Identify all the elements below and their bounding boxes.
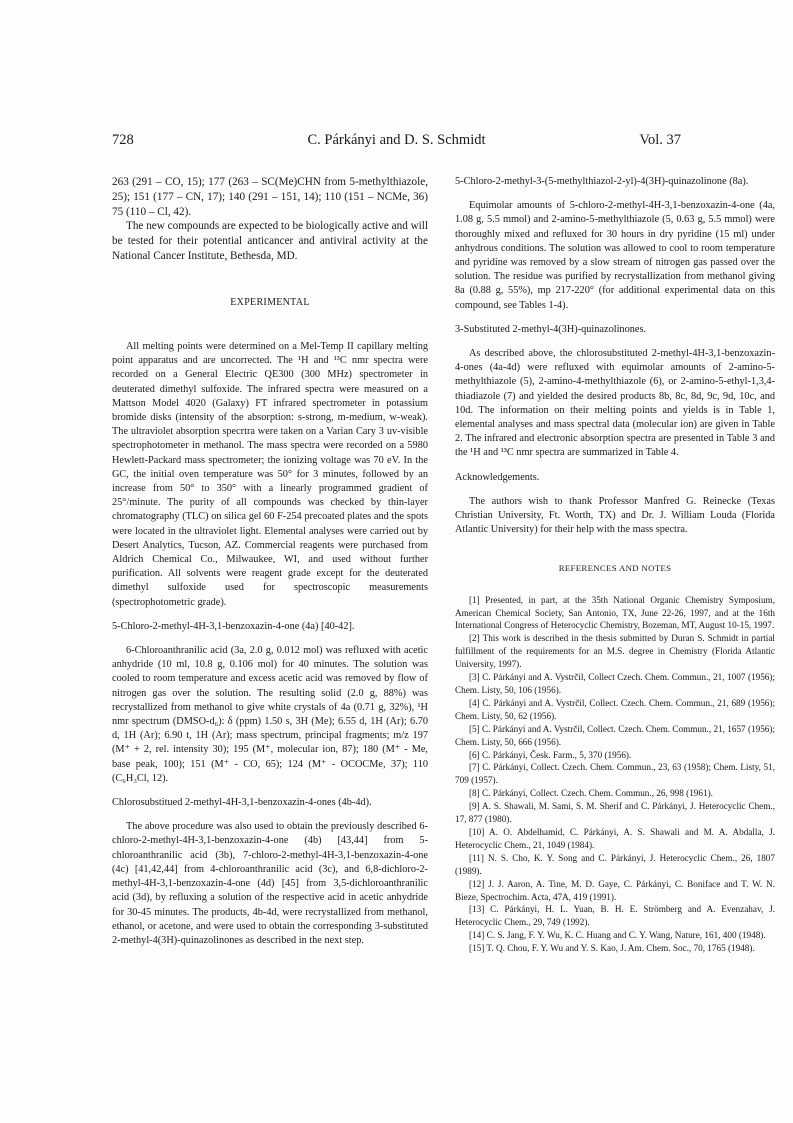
reference-item: [5] C. Párkányi and A. Vystrčil, Collect. Czech. Chem. Commun., 21, 1657 (1956); Chem. Listy, 50, 666 (1956). [455, 723, 775, 747]
reference-item: [15] T. Q. Chou, F. Y. Wu and Y. S. Kao, J. Am. Chem. Soc., 70, 1765 (1948). [469, 943, 755, 954]
reference-item: [3] C. Párkányi and A. Vystrčil, Collect Czech. Chem. Commun., 21, 1007 (1956); Chem. Listy, 50, 106 (1956). [455, 672, 775, 696]
paragraph-3-substituted: As described above, the chlorosubstituted 2-methyl-4H-3,1-benzoxazin-4-ones (4a-4d) were refluxed with equimolar amounts of 2-amino-5-methylthiazole (5), 2-amino-4-methylthiazole (6), or 2-amino-5-ethyl-1,3,4-thiadiazole (7) and yielded the desired products 8b, 8c, 8d, 9c, 9d, 10c, and 10d. The information on their melting points and yields is in Table 1, elemental analyses and mass spectral data (molecular ion) are given in Table 2. The infrared and electronic absorption spectra are presented in Table 3 and the ¹H and ¹³C nmr spectra are summarized in Table 4. [455, 348, 775, 459]
reference-item: [7] C. Párkányi, Collect. Czech. Chem. Commun., 23, 63 (1958); Chem. Listy, 51, 709 (1957). [455, 762, 775, 786]
subheading-4b-4d: Chlorosubstitued 2-methyl-4H-3,1-benzoxazin-4-ones (4b-4d). [112, 797, 372, 809]
reference-item: [12] J. J. Aaron, A. Tine, M. D. Gaye, C. Párkányi, C. Boniface and T. W. N. Bieze, Spectrochim. Acta, 47A, 419 (1991). [455, 878, 775, 902]
reference-list [455, 594, 775, 955]
experimental-heading: EXPERIMENTAL [230, 296, 310, 308]
subheading-8a: 5-Chloro-2-methyl-3-(5-methylthiazol-2-yl)-4(3H)-quinazolinone (8a). [455, 176, 749, 187]
left-column [112, 175, 428, 948]
reference-item: [2] This work is described in the thesis submitted by Duran S. Schmidt in partial fulfillment of the requirements for an M.S. degree in Chemistry (Florida Atlantic University, 1997). [455, 633, 775, 670]
reference-item: [8] C. Párkányi, Collect. Czech. Chem. Commun., 26, 998 (1961). [469, 788, 713, 799]
paragraph-general-methods: All melting points were determined on a Mel-Temp II capillary melting point apparatus and are uncorrected. The ¹H and ¹³C nmr spectra were recorded on a General Electric QE300 (300 MHz) spectrometer in deuterated dimethyl sulfoxide. The infrared spectra were measured on a Mattson Model 4020 (Galaxy) FT infrared spectrometer in potassium bromide disks (intensity of the absorption: s-strong, m-medium, w-weak). The ultraviolet absorption specrtra were taken on a Varian Cary 3 uv-visible spectrophotometer in methanol. The mass spectra were recorded on a 5980 Hewlett-Packard mass spectrometer; the ionizing voltage was 70 eV. In the GC, the initial oven temperature was 50° for 3 minutes, followed by an increase from 50° to 350° with a linearly programmed gradient of 25°/minute. The purity of all compounds was checked by thin-layer chromatography (TLC) on silica gel 60 F-254 precoated plates and the spots were located in the ultraviolet light. Elemental analyses were carried out by Desert Analytics, Tucson, AZ. Commercial reagents were purchased from Aldrich Chemical Co., Milwaukee, WI, and used without further purification. All solvents were reagent grade except for the deuterated dimethyl sulfoxide used for spectroscopic measurements (spectrophotometric grade). [112, 340, 428, 608]
reference-item: [13] C. Párkányi, H. L. Yuan, B. H. E. Strömberg and A. Evenzahav, J. Heterocyclic Chem., 29, 749 (1992). [455, 904, 775, 928]
reference-item: [10] A. O. Abdelhamid, C. Párkányi, A. S. Shawali and M. A. Abdalla, J. Heterocyclic Chem., 21, 1049 (1984). [455, 826, 775, 850]
running-authors: C. Párkányi and D. S. Schmidt [307, 132, 486, 148]
reference-item: [11] N. S. Cho, K. Y. Song and C. Párkányi, J. Heterocyclic Chem., 26, 1807 (1989). [455, 852, 775, 876]
paragraph-8a: Equimolar amounts of 5-chloro-2-methyl-4H-3,1-benzoxazin-4-one (4a, 1.08 g, 5.5 mmol) and 2-amino-5-methylthiazole (5, 0.63 g, 5.5 mmol) were thoroughly mixed and refluxed for 30 hours in dry pyridine (15 ml) under anhydrous conditions. The solution was allowed to cool to room temperature and pyridine was removed by a slow stream of nitrogen gas passed over the solution. The residue was purified by recrystallization from methanol giving 8a (0.88 g, 55%), mp 217-220° (for additional experimental data on this compound, see Tables 1-4). [455, 200, 775, 311]
paragraph-4b-4d: The above procedure was also used to obtain the previously described 6-chloro-2-methyl-4H-3,1-benzoxazin-4-one (4b) [43,44] from 5-chloroanthranilic acid (3b), 7-chloro-2-methyl-4H-3,1-benzoxazin-4-one (4c) [41,42,44] from 4-chloroanthranilic acid (3c), and 6,8-dichloro-2-methyl-4H-3,1-benzoxazin-4-one (4d) [45] from 3,5-dichloroanthranilic acid (3d), by refluxing a solution of the respective acid in acetic anhydride for 30-45 minutes. The products, 4b-4d, were recrystallized from methanol, ethanol, or acetone, and were used to obtain the corresponding 3-substituted 2-methyl-4(3H)-quinazolinones as described in the next step. [112, 821, 428, 946]
subheading-4a: 5-Chloro-2-methyl-4H-3,1-benzoxazin-4-one (4a) [40-42]. [112, 620, 355, 632]
acknowledgements-heading: Acknowledgements. [455, 471, 540, 483]
running-header [112, 132, 681, 154]
reference-item: [4] C. Párkányi and A. Vystrčil, Collect. Czech. Chem. Commun., 21, 689 (1956); Chem. Listy, 50, 62 (1956). [455, 697, 775, 721]
mass-spectrum-continuation: 263 (291 – CO, 15); 177 (263 – SC(Me)CHN from 5-methylthiazole, 25); 151 (177 – CN, 17); 140 (291 – 151, 14); 110 (151 – NCMe, 36) 75 (110 – Cl, 42). [112, 176, 428, 218]
paragraph-new-compounds: The new compounds are expected to be biologically active and will be tested for their potential anticancer and antiviral activity at the National Cancer Institute, Bethesda, MD. [112, 220, 428, 262]
reference-item: [1] Presented, in part, at the 35th National Organic Chemistry Symposium, American Chemical Society, San Antonio, TX, June 22-26, 1997, and at the 16th International Congress of Heterocyclic Chemistry, Bozeman, MT, August 10-15, 1997. [455, 594, 775, 631]
paragraph-acknowledgements: The authors wish to thank Professor Manfred G. Reinecke (Texas Christian University, Ft. Worth, TX) and Dr. J. William Louda (Florida Atlantic University) for their help with the mass spectra. [455, 495, 775, 536]
reference-item: [14] C. S. Jang, F. Y. Wu, K. C. Huang and C. Y. Wang, Nature, 161, 400 (1948). [469, 930, 766, 941]
page-number: 728 [112, 132, 134, 148]
subheading-3-substituted: 3-Substituted 2-methyl-4(3H)-quinazolinones. [455, 323, 647, 335]
paragraph-4a: 6-Chloroanthranilic acid (3a, 2.0 g, 0.012 mol) was refluxed with acetic anhydride (10 ml, 10.8 g, 0.106 mol) for 40 minutes. The solution was cooled to room temperature and excess acetic acid was removed by flow of nitrogen gas over the solution. The resulting solid (2.0 g, 88%) was recrystallized from methanol to give white crystals of 4a (0.71 g, 32%), ¹H nmr spectrum (DMSO-d₆): δ (ppm) 1.50 s, 3H (Me); 6.55 d, 1H (Ar); 6.70 d, 1H (Ar); 6.90 t, 1H (Ar); mass spectrum, principal fragments; m/z 197 (M⁺ + 2, rel. intensity 30); 195 (M⁺, molecular ion, 87); 180 (M⁺ - Me, base peak, 100); 151 (M⁺ - CO, 65); 124 (M⁺ - OCOCMe, 37); 110 (C₆H₃Cl, 12). [112, 645, 428, 784]
right-column [455, 175, 775, 955]
reference-item: [9] A. S. Shawali, M. Sami, S. M. Sherif and C. Párkányi, J. Heterocyclic Chem., 17, 877 (1980). [455, 801, 775, 825]
reference-item: [6] C. Párkányi, Česk. Farm., 5, 370 (1956). [469, 749, 632, 760]
volume-label: Vol. 37 [639, 132, 681, 148]
references-heading: REFERENCES AND NOTES [558, 563, 672, 574]
